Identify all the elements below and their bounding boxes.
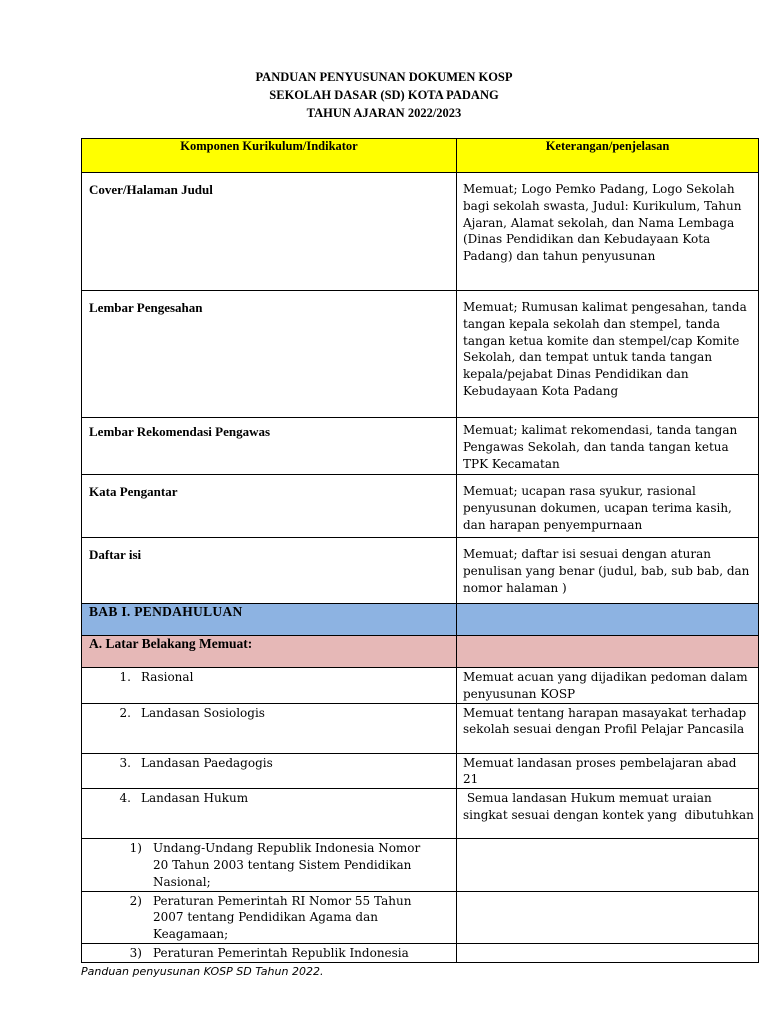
item-description: Semua landasan Hukum memuat uraian singkat sesuai dengan kontek yang dibutuhkan — [457, 789, 759, 839]
law-cell — [82, 891, 457, 943]
item-description: Memuat tentang harapan masayakat terhadap sekolah sesuai dengan Profil Pelajar Pancasila — [457, 703, 759, 753]
table-header-row — [82, 139, 759, 173]
table-row — [82, 943, 759, 962]
title-line-3: TAHUN AJARAN 2022/2023 — [306, 106, 462, 120]
component-description: Memuat; daftar isi sesuai dengan aturan penulisan yang benar (judul, bab, sub bab, dan nomor halaman ) — [457, 538, 759, 604]
law-number: 1) — [129, 841, 142, 856]
item-label: Rasional — [141, 670, 194, 684]
chapter-title: BAB I. PENDAHULUAN — [82, 604, 457, 636]
component-label: Lembar Rekomendasi Pengawas — [82, 418, 457, 475]
law-number: 3) — [129, 945, 142, 960]
item-cell — [82, 789, 457, 839]
item-cell — [82, 753, 457, 789]
header-description: Keterangan/penjelasan — [457, 139, 759, 173]
law-cell — [82, 839, 457, 891]
component-label: Kata Pengantar — [82, 475, 457, 538]
section-title: A. Latar Belakang Memuat: — [82, 636, 457, 668]
law-text: Undang-Undang Republik Indonesia Nomor 20 Tahun 2003 tentang Sistem Pendidikan Nasional; — [153, 841, 421, 889]
page-title — [0, 68, 768, 122]
section-row — [82, 636, 759, 668]
table-row — [82, 173, 759, 291]
table-row — [82, 789, 759, 839]
item-cell — [82, 703, 457, 753]
law-number: 2) — [129, 893, 142, 908]
item-number: 2. — [119, 705, 131, 720]
table-row — [82, 538, 759, 604]
table-row — [82, 753, 759, 789]
component-description: Memuat; Rumusan kalimat pengesahan, tanda tangan kepala sekolah dan stempel, tanda tangan ketua komite dan stempel/cap Komite Sekolah, dan tempat untuk tanda tangan kepala/pejabat Dinas Pendidikan dan Kebudayaan Kota Padang — [457, 291, 759, 418]
law-text: Peraturan Pemerintah RI Nomor 55 Tahun 2007 tentang Pendidikan Agama dan Keagamaan; — [153, 893, 412, 942]
component-description: Memuat; kalimat rekomendasi, tanda tangan Pengawas Sekolah, dan tanda tangan ketua TPK Kecamatan — [457, 418, 759, 475]
component-description: Memuat; Logo Pemko Padang, Logo Sekolah bagi sekolah swasta, Judul: Kurikulum, Tahun Ajaran, Alamat sekolah, dan Nama Lembaga (Dinas Pendidikan dan Kebudayaan Kota Padang) dan tahun penyusunan — [457, 173, 759, 291]
table-row — [82, 703, 759, 753]
table-row — [82, 418, 759, 475]
header-component: Komponen Kurikulum/Indikator — [82, 139, 457, 173]
title-line-2: SEKOLAH DASAR (SD) KOTA PADANG — [269, 88, 499, 102]
law-empty-cell — [457, 943, 759, 962]
title-line-1: PANDUAN PENYUSUNAN DOKUMEN KOSP — [255, 70, 513, 84]
law-empty-cell — [457, 839, 759, 891]
chapter-empty-cell — [457, 604, 759, 636]
item-label: Landasan Hukum — [141, 791, 249, 806]
item-label: Landasan Sosiologis — [141, 705, 265, 720]
item-number: 4. — [119, 791, 131, 806]
component-label: Daftar isi — [82, 538, 457, 604]
component-label: Cover/Halaman Judul — [82, 173, 457, 291]
table-row — [82, 475, 759, 538]
table-row — [82, 891, 759, 943]
page-footer: Panduan penyusunan KOSP SD Tahun 2022. — [81, 965, 324, 978]
item-label: Landasan Paedagogis — [141, 755, 273, 770]
law-cell — [82, 943, 457, 962]
guide-table — [81, 138, 759, 963]
component-description: Memuat; ucapan rasa syukur, rasional penyusunan dokumen, ucapan terima kasih, dan harapan penyempurnaan — [457, 475, 759, 538]
item-description: Memuat landasan proses pembelajaran abad 21 — [457, 753, 759, 789]
table-row — [82, 291, 759, 418]
chapter-row — [82, 604, 759, 636]
component-label: Lembar Pengesahan — [82, 291, 457, 418]
table-row — [82, 668, 759, 704]
item-cell — [82, 668, 457, 704]
item-number: 3. — [119, 755, 131, 770]
law-empty-cell — [457, 891, 759, 943]
law-text: Peraturan Pemerintah Republik Indonesia — [153, 945, 409, 960]
item-description: Memuat acuan yang dijadikan pedoman dalam penyusunan KOSP — [457, 668, 759, 704]
item-number: 1. — [119, 670, 131, 684]
table-row — [82, 839, 759, 891]
section-empty-cell — [457, 636, 759, 668]
